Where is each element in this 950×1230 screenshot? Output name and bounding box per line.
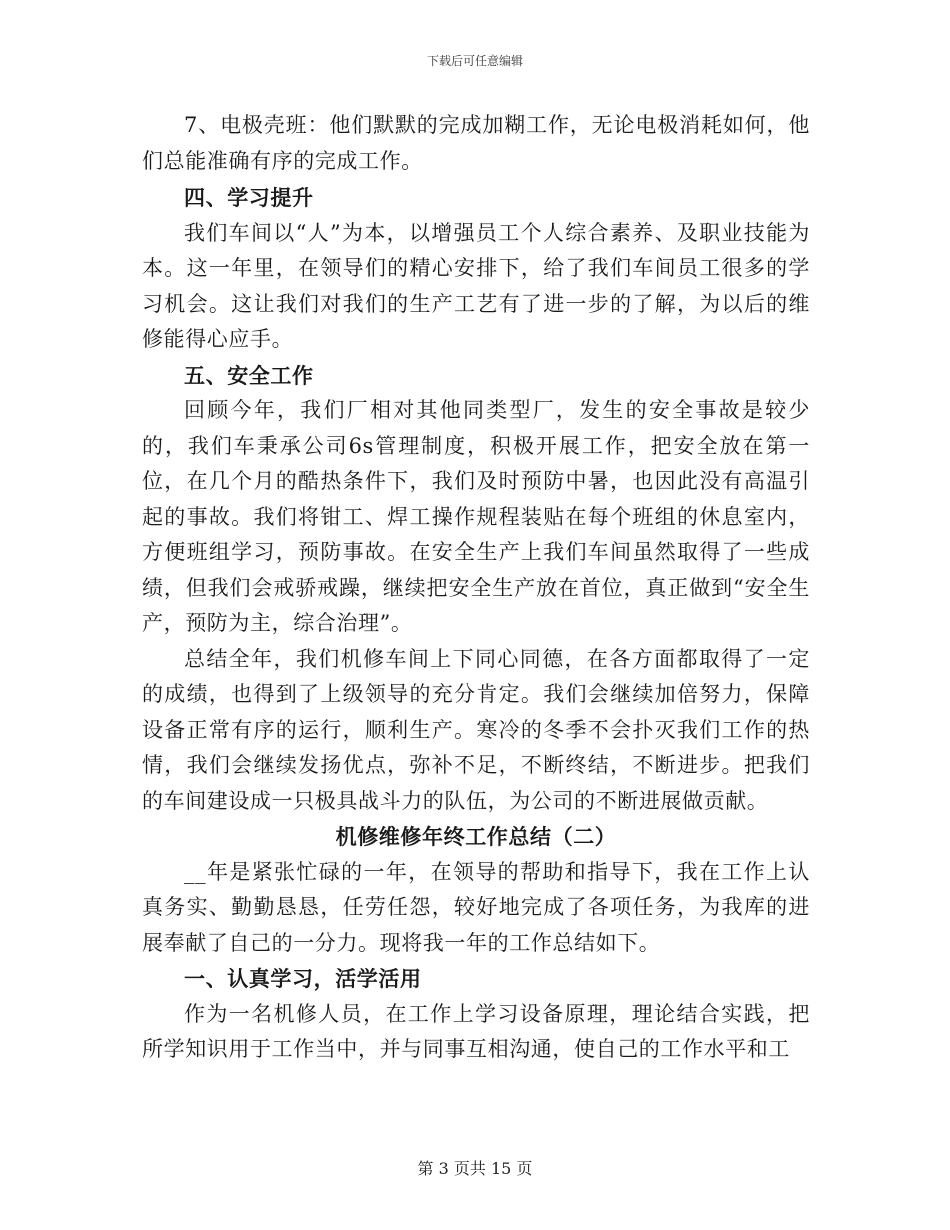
section-heading-study: 四、学习提升 <box>184 185 314 210</box>
paragraph-summary: 总结全年，我们机修车间上下同心同德，在各方面都取得了一定的成绩，也得到了上级领导的充分肯定。我们会继续加倍努力，保障设备正常有序的运行，顺利生产。寒冷的冬季不会扑灭我们工作的热情，我们会继续发扬优点，弥补不足，不断终结，不断进步。把我们的车间建设成一只极具战斗力的队伍，为公司的不断进展做贡献。 <box>142 646 810 813</box>
section-heading-safety: 五、安全工作 <box>184 362 314 388</box>
document-title-part-two: 机修维修年终工作总结（二） <box>335 824 617 849</box>
paragraph-electrode-shell: 7、电极壳班：他们默默的完成加糊工作，无论电极消耗如何，他们总能准确有序的完成工作。 <box>142 113 810 173</box>
section-heading-learning: 一、认真学习，活学活用 <box>184 966 422 991</box>
paragraph-learning: 作为一名机修人员，在工作上学习设备原理，理论结合实践，把所学知识用于工作当中，并与同事互相沟通，使自己的工作水平和工 <box>142 1001 810 1061</box>
paragraph-intro-part-two: __年是紧张忙碌的一年，在领导的帮助和指导下，我在工作上认真务实、勤勤恳恳，任劳任怨，较好地完成了各项任务，为我库的进展奉献了自己的一分力。现将我一年的工作总结如下。 <box>142 859 810 955</box>
paragraph-safety: 回顾今年，我们厂相对其他同类型厂，发生的安全事故是较少的，我们车秉承公司6s管理制度，积极开展工作，把安全放在第一位，在几个月的酷热条件下，我们及时预防中暑，也因此没有高温引起的事故。我们将钳工、焊工操作规程装贴在每个班组的休息室内，方便班组学习，预防事故。在安全生产上我们车间虽然取得了一些成绩，但我们会戒骄戒躁，继续把安全生产放在首位，真正做到“安全生产，预防为主，综合治理”。 <box>142 398 810 635</box>
paragraph-study: 我们车间以“人”为本，以增强员工个人综合素养、及职业技能为本。这一年里，在领导们的精心安排下，给了我们车间员工很多的学习机会。这让我们对我们的生产工艺有了进一步的了解，为以后的维修能得心应手。 <box>142 220 810 351</box>
page-header-note: 下载后可任意编辑 <box>426 54 523 68</box>
page-number: 第 3 页共 15 页 <box>417 1159 533 1178</box>
document-body <box>142 108 810 1068</box>
